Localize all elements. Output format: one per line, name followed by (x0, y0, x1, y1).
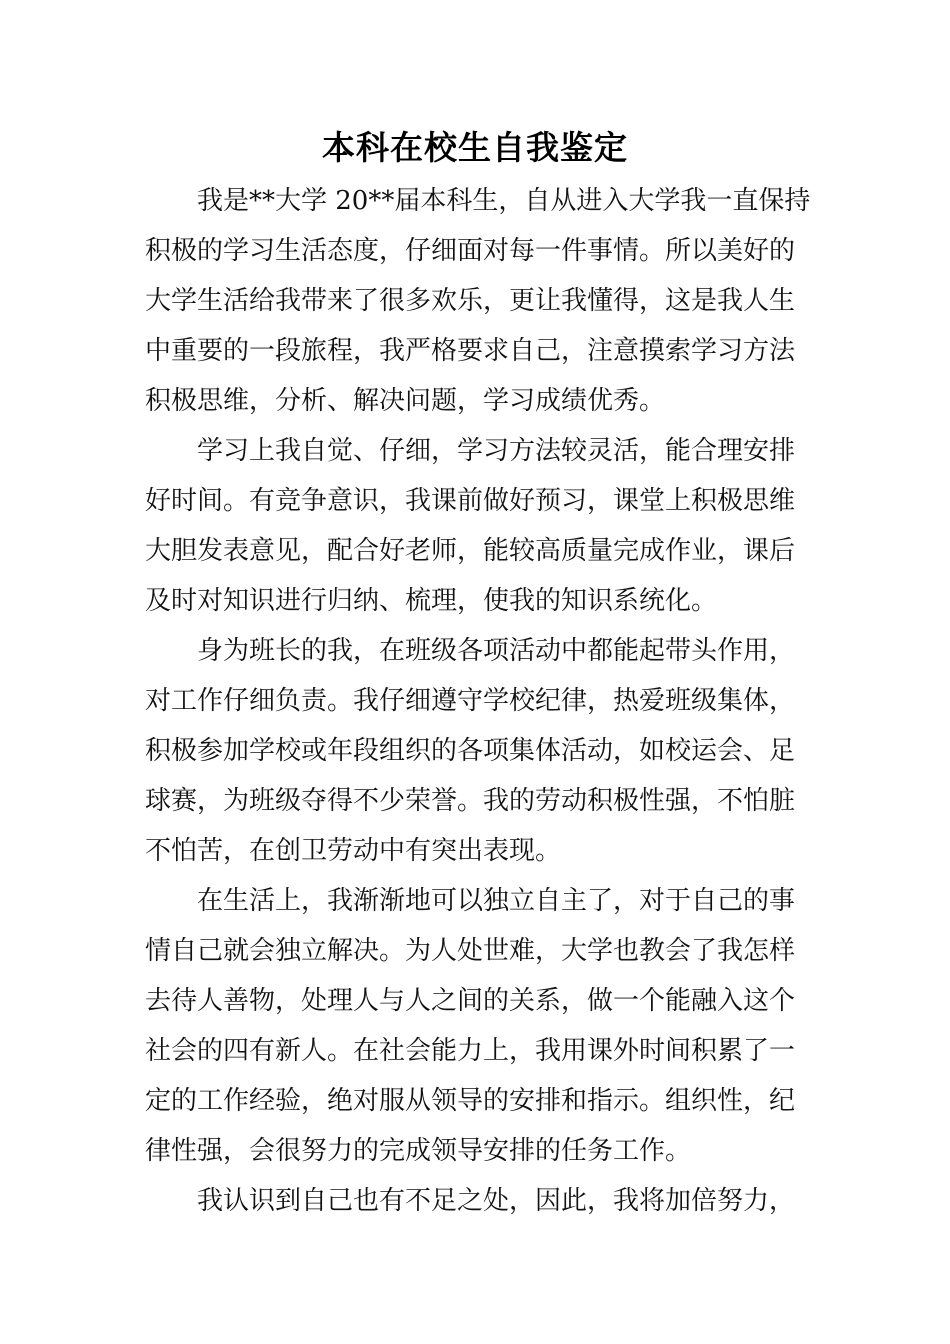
paragraph-line: 不怕苦，在创卫劳动中有突出表现。 (145, 836, 562, 866)
document-body (145, 176, 810, 1226)
paragraph-line: 律性强，会很努力的完成领导安排的任务工作。 (145, 1136, 692, 1166)
paragraph-line: 身为班长的我，在班级各项活动中都能起带头作用， (197, 636, 796, 666)
paragraph-line: 社会的四有新人。在社会能力上，我用课外时间积累了一 (145, 1036, 796, 1066)
paragraph-2 (145, 426, 810, 626)
paragraph-line: 在生活上，我渐渐地可以独立自主了，对于自己的事 (197, 886, 796, 916)
paragraph-line: 及时对知识进行归纳、梳理，使我的知识系统化。 (145, 586, 718, 616)
paragraph-line: 积极的学习生活态度，仔细面对每一件事情。所以美好的 (145, 236, 796, 266)
document-title: 本科在校生自我鉴定 (322, 128, 628, 167)
paragraph-1 (145, 176, 810, 426)
paragraph-3 (145, 626, 810, 876)
paragraph-line: 学习上我自觉、仔细，学习方法较灵活，能合理安排 (197, 436, 796, 466)
paragraph-line: 大胆发表意见，配合好老师，能较高质量完成作业，课后 (145, 536, 796, 566)
paragraph-line: 对工作仔细负责。我仔细遵守学校纪律，热爱班级集体， (145, 686, 796, 716)
paragraph-line: 我是**大学 20**届本科生，自从进入大学我一直保持 (197, 186, 811, 216)
paragraph-line: 去待人善物，处理人与人之间的关系，做一个能融入这个 (145, 986, 796, 1016)
paragraph-line: 中重要的一段旅程，我严格要求自己，注意摸索学习方法 (145, 336, 796, 366)
paragraph-line: 情自己就会独立解决。为人处世难，大学也教会了我怎样 (145, 936, 796, 966)
paragraph-line: 我认识到自己也有不足之处，因此，我将加倍努力， (197, 1186, 796, 1216)
paragraph-line: 积极思维，分析、解决问题，学习成绩优秀。 (145, 386, 666, 416)
paragraph-line: 好时间。有竞争意识，我课前做好预习，课堂上积极思维 (145, 486, 796, 516)
paragraph-5 (145, 1176, 810, 1226)
paragraph-line: 积极参加学校或年段组织的各项集体活动，如校运会、足 (145, 736, 796, 766)
paragraph-line: 球赛，为班级夺得不少荣誉。我的劳动积极性强，不怕脏 (145, 786, 796, 816)
paragraph-4 (145, 876, 810, 1176)
paragraph-line: 定的工作经验，绝对服从领导的安排和指示。组织性，纪 (145, 1086, 796, 1116)
paragraph-line: 大学生活给我带来了很多欢乐，更让我懂得，这是我人生 (145, 286, 796, 316)
